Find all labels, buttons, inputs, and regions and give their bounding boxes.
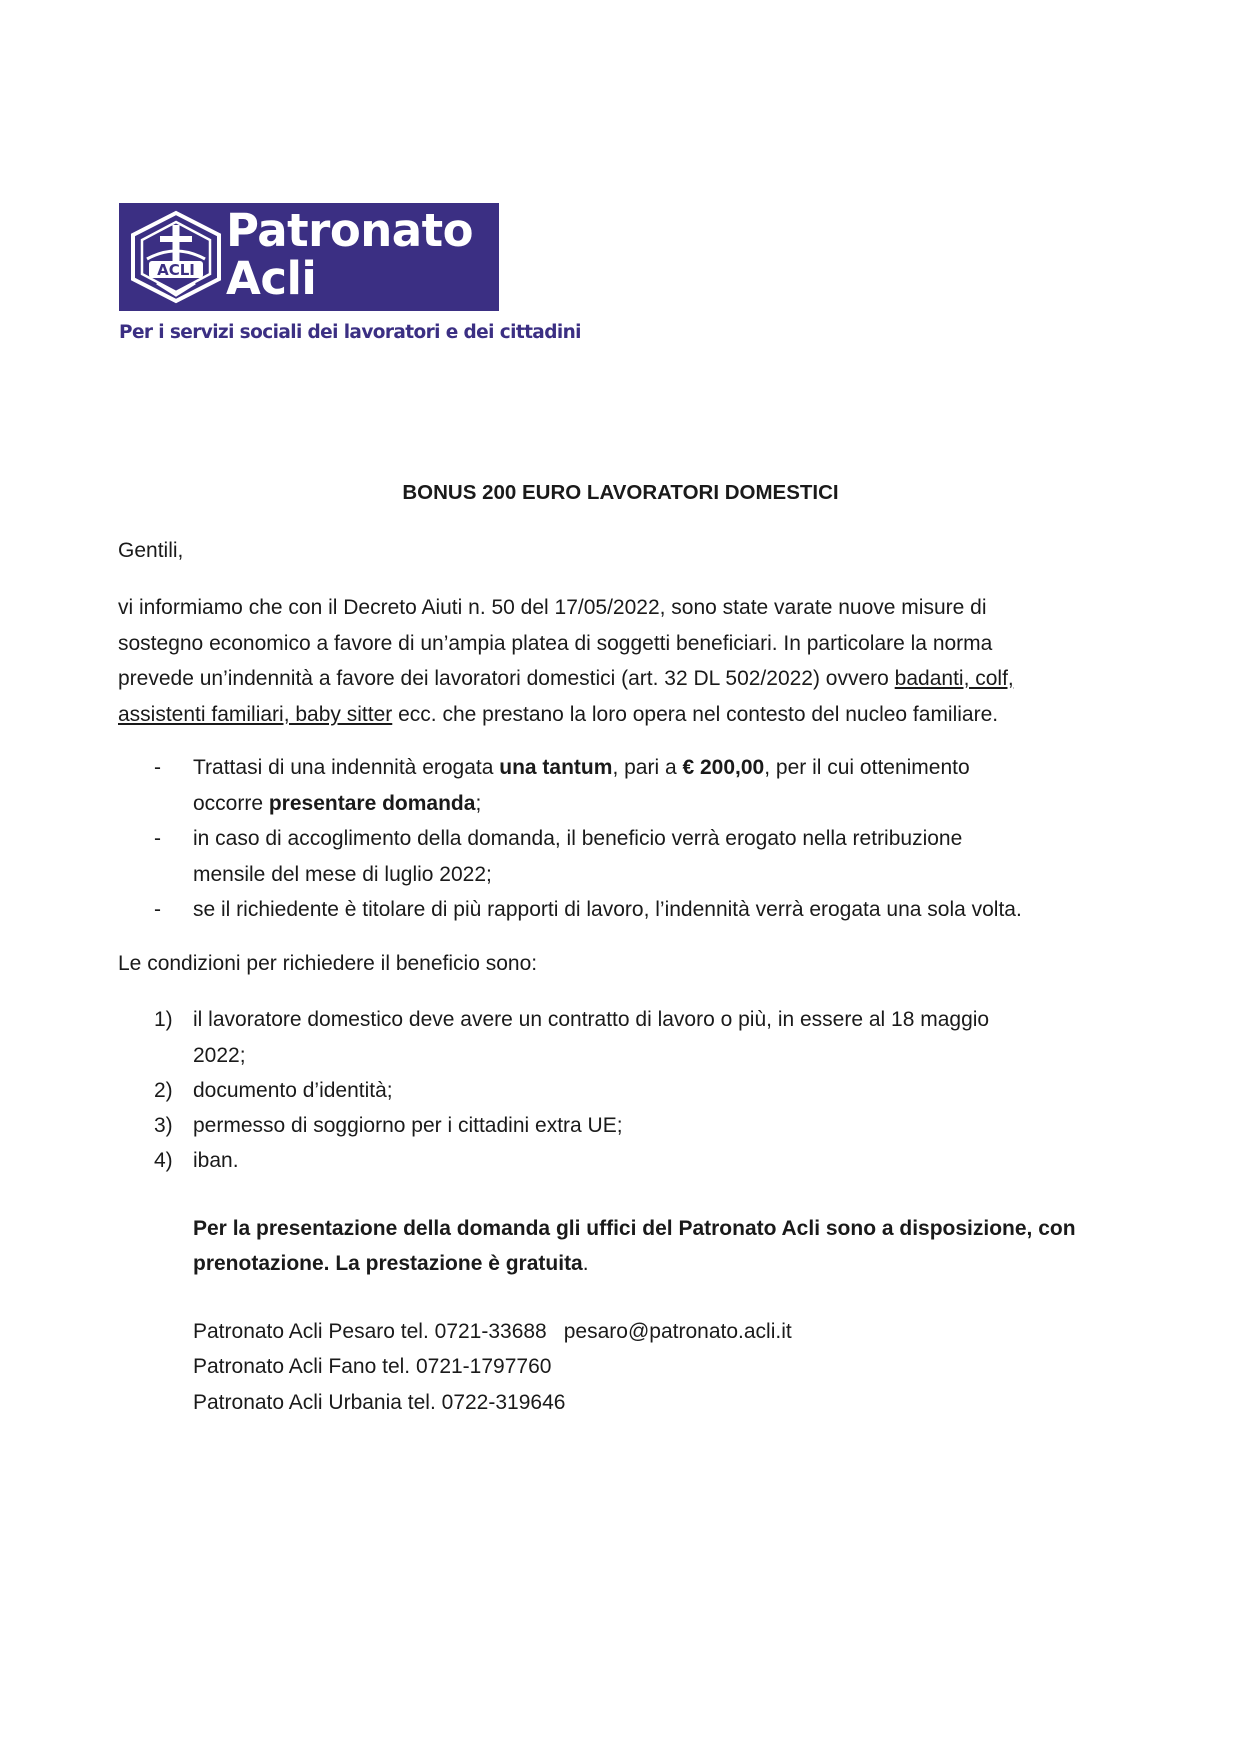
document-heading: BONUS 200 EURO LAVORATORI DOMESTICI xyxy=(402,481,839,504)
bullet-marker: - xyxy=(154,756,161,779)
bullet-2-line-2: mensile del mese di luglio 2022; xyxy=(193,862,492,886)
logo-title-line2: Acli xyxy=(226,252,317,305)
acli-emblem-icon xyxy=(127,209,225,305)
intro-underlined-workers-a: badanti, colf, xyxy=(894,667,1014,690)
condition-number: 4) xyxy=(154,1149,173,1172)
emblem-text: ACLI xyxy=(157,261,195,279)
patronato-acli-logo xyxy=(119,203,499,311)
condition-number: 1) xyxy=(154,1008,173,1031)
logo-title xyxy=(226,204,474,305)
bullet-1-line-1: Trattasi di una indennità erogata una tantum, pari a € 200,00, per il cui ottenimento xyxy=(193,756,970,779)
contact-pesaro xyxy=(193,1314,792,1350)
logo-title-line1: Patronato xyxy=(226,204,474,257)
contact-pesaro-phone: Patronato Acli Pesaro tel. 0721-33688 xyxy=(193,1320,547,1343)
condition-1-line-1: il lavoratore domestico deve avere un contratto di lavoro o più, in essere al 18 maggio xyxy=(193,1008,990,1031)
intro-line-1: vi informiamo che con il Decreto Aiuti n. 50 del 17/05/2022, sono state varate nuove misure di xyxy=(118,596,987,619)
greeting: Gentili, xyxy=(118,539,184,562)
bullet-marker: - xyxy=(154,827,161,850)
intro-line-2: sostegno economico a favore di un’ampia platea di soggetti beneficiari. In particolare la norma xyxy=(118,632,993,655)
intro-line-4-text: ecc. che prestano la loro opera nel contesto del nucleo familiare. xyxy=(392,703,999,726)
bullet-1-line-2: occorre presentare domanda; xyxy=(193,791,482,815)
intro-line-4 xyxy=(118,697,998,733)
condition-number: 3) xyxy=(154,1114,173,1137)
logo-tagline: Per i servizi sociali dei lavoratori e dei cittadini xyxy=(119,322,581,343)
condition-number: 2) xyxy=(154,1079,173,1102)
contact-urbania: Patronato Acli Urbania tel. 0722-319646 xyxy=(193,1391,566,1414)
notice-line-2-end: . xyxy=(582,1252,589,1275)
condition-2-line-1: documento d’identità; xyxy=(193,1079,393,1102)
contact-pesaro-email[interactable]: pesaro@patronato.acli.it xyxy=(563,1320,792,1343)
condition-3-line-1: permesso di soggiorno per i cittadini extra UE; xyxy=(193,1114,623,1137)
notice-line-2 xyxy=(193,1246,589,1282)
condition-1-line-2: 2022; xyxy=(193,1043,246,1067)
notice-line-1: Per la presentazione della domanda gli uffici del Patronato Acli sono a disposizione, con xyxy=(193,1217,1076,1240)
intro-line-3 xyxy=(118,661,1014,697)
contact-fano: Patronato Acli Fano tel. 0721-1797760 xyxy=(193,1355,552,1378)
intro-underlined-workers-b: assistenti familiari, baby sitter xyxy=(118,703,393,726)
notice-line-2-bold: prenotazione. La prestazione è gratuita xyxy=(193,1252,583,1275)
condition-4-line-1: iban. xyxy=(193,1149,239,1172)
conditions-intro: Le condizioni per richiedere il beneficio sono: xyxy=(118,952,538,975)
bullet-3-line-1: se il richiedente è titolare di più rapporti di lavoro, l’indennità verrà erogata una sola volta. xyxy=(193,898,1022,921)
bullet-2-line-1: in caso di accoglimento della domanda, il beneficio verrà erogato nella retribuzione xyxy=(193,827,963,850)
bullet-marker: - xyxy=(154,898,161,921)
intro-line-3-text: prevede un’indennità a favore dei lavoratori domestici (art. 32 DL 502/2022) ovvero xyxy=(118,667,895,690)
